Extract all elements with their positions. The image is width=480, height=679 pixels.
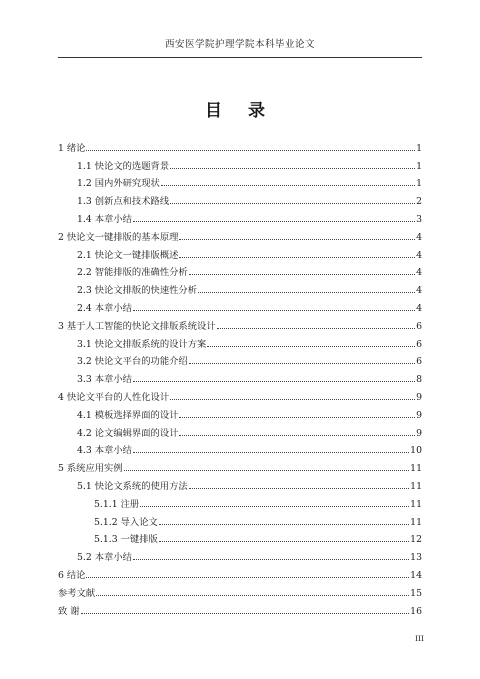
page-number: III xyxy=(415,634,424,643)
header-rule xyxy=(58,57,422,58)
toc-entry-page: 6 xyxy=(416,338,422,350)
dot-leader xyxy=(207,346,415,347)
dot-leader xyxy=(133,381,415,382)
toc-entry-label: 1.2 国内外研究现状 xyxy=(77,178,160,190)
toc-entry[interactable] xyxy=(58,350,422,368)
toc-entry-label: 2.4 本章小结 xyxy=(77,302,132,314)
dot-leader xyxy=(81,613,410,614)
toc-entry-page: 9 xyxy=(416,427,422,439)
toc-entry-label: 1 绪论 xyxy=(58,142,86,154)
toc-entry-label: 5.1 快论文系统的使用方法 xyxy=(77,480,188,492)
dot-leader xyxy=(217,328,415,329)
toc-entry-label: 3 基于人工智能的快论文排版系统设计 xyxy=(58,320,216,332)
toc-entry[interactable] xyxy=(58,545,422,563)
toc-entry-page: 1 xyxy=(416,160,422,172)
toc-entry[interactable] xyxy=(58,136,422,154)
dot-leader xyxy=(170,399,415,400)
toc-entry[interactable] xyxy=(58,154,422,172)
dot-leader xyxy=(86,577,409,578)
toc-entry-page: 11 xyxy=(410,463,422,475)
toc-entry-label: 3.2 快论文平台的功能介绍 xyxy=(77,356,188,368)
toc-entry[interactable] xyxy=(58,296,422,314)
toc-entry-label: 参考文献 xyxy=(58,587,96,599)
toc-entry-label: 5.1.2 导入论文 xyxy=(94,516,158,528)
toc-entry[interactable] xyxy=(58,189,422,207)
dot-leader xyxy=(161,185,415,186)
toc-entry-label: 致 谢 xyxy=(58,605,80,617)
toc-entry[interactable] xyxy=(58,581,422,599)
toc-entry[interactable] xyxy=(58,243,422,261)
toc-entry[interactable] xyxy=(58,528,422,546)
dot-leader xyxy=(140,506,409,507)
toc-entry-label: 4 快论文平台的人性化设计 xyxy=(58,391,170,403)
toc-entry-label: 3.3 本章小结 xyxy=(77,374,132,386)
toc-entry[interactable] xyxy=(58,261,422,279)
dot-leader xyxy=(133,452,409,453)
table-of-contents xyxy=(58,136,422,617)
dot-leader xyxy=(124,470,410,471)
toc-entry-page: 11 xyxy=(410,480,422,492)
toc-entry-page: 11 xyxy=(410,498,422,510)
toc-entry-page: 9 xyxy=(416,391,422,403)
dot-leader xyxy=(170,203,415,204)
toc-entry-page: 1 xyxy=(416,142,422,154)
toc-entry-page: 9 xyxy=(416,409,422,421)
toc-entry-label: 4.1 模板选择界面的设计 xyxy=(77,409,179,421)
dot-leader xyxy=(133,310,415,311)
toc-entry[interactable] xyxy=(58,172,422,190)
toc-entry-page: 4 xyxy=(416,267,422,279)
toc-entry-page: 11 xyxy=(410,516,422,528)
toc-entry-page: 4 xyxy=(416,231,422,243)
dot-leader xyxy=(179,239,415,240)
dot-leader xyxy=(189,363,415,364)
toc-entry-page: 14 xyxy=(410,569,422,581)
toc-entry[interactable] xyxy=(58,207,422,225)
toc-entry-page: 10 xyxy=(410,445,422,457)
toc-entry-label: 1.1 快论文的选题背景 xyxy=(77,160,170,172)
toc-title: 目 录 xyxy=(205,101,275,121)
toc-entry-label: 3.1 快论文排版系统的设计方案 xyxy=(77,338,207,350)
dot-leader xyxy=(198,292,415,293)
toc-entry-page: 4 xyxy=(416,249,422,261)
toc-entry[interactable] xyxy=(58,563,422,581)
toc-entry[interactable] xyxy=(58,225,422,243)
toc-entry-page: 3 xyxy=(416,213,422,225)
toc-entry[interactable] xyxy=(58,456,422,474)
toc-entry[interactable] xyxy=(58,439,422,457)
toc-entry-page: 15 xyxy=(410,587,422,599)
dot-leader xyxy=(170,168,415,169)
toc-entry[interactable] xyxy=(58,474,422,492)
dot-leader xyxy=(159,524,409,525)
toc-entry[interactable] xyxy=(58,314,422,332)
toc-entry-page: 1 xyxy=(416,178,422,190)
dot-leader xyxy=(86,150,415,151)
toc-entry-page: 4 xyxy=(416,302,422,314)
toc-entry-label: 2.3 快论文排版的快速性分析 xyxy=(77,285,198,297)
dot-leader xyxy=(159,541,409,542)
toc-entry-page: 6 xyxy=(416,356,422,368)
toc-entry-label: 5.2 本章小结 xyxy=(77,552,132,564)
dot-leader xyxy=(133,559,409,560)
toc-entry-label: 5.1.1 注册 xyxy=(94,498,140,510)
toc-entry-label: 6 结论 xyxy=(58,569,86,581)
toc-entry[interactable] xyxy=(58,421,422,439)
toc-entry-label: 4.3 本章小结 xyxy=(77,445,132,457)
toc-entry-page: 12 xyxy=(410,534,422,546)
toc-entry-page: 4 xyxy=(416,285,422,297)
toc-entry-label: 1.4 本章小结 xyxy=(77,213,132,225)
toc-entry-label: 5 系统应用实例 xyxy=(58,463,123,475)
toc-entry-label: 5.1.3 一键排版 xyxy=(94,534,158,546)
dot-leader xyxy=(189,274,415,275)
toc-entry-label: 4.2 论文编辑界面的设计 xyxy=(77,427,179,439)
toc-entry[interactable] xyxy=(58,332,422,350)
toc-entry-label: 2 快论文一键排版的基本原理 xyxy=(58,231,179,243)
dot-leader xyxy=(179,257,415,258)
toc-entry[interactable] xyxy=(58,510,422,528)
dot-leader xyxy=(179,435,415,436)
toc-entry-page: 2 xyxy=(416,196,422,208)
toc-entry[interactable] xyxy=(58,278,422,296)
toc-entry-page: 8 xyxy=(416,374,422,386)
dot-leader xyxy=(133,221,415,222)
toc-entry-label: 1.3 创新点和技术路线 xyxy=(77,196,170,208)
toc-entry-label: 2.2 智能排版的准确性分析 xyxy=(77,267,188,279)
toc-entry[interactable] xyxy=(58,367,422,385)
toc-entry[interactable] xyxy=(58,599,422,617)
dot-leader xyxy=(189,488,409,489)
toc-entry[interactable] xyxy=(58,385,422,403)
dot-leader xyxy=(96,595,409,596)
running-header: 西安医学院护理学院本科毕业论文 xyxy=(164,39,315,50)
toc-entry[interactable] xyxy=(58,492,422,510)
toc-entry-page: 16 xyxy=(410,605,422,617)
toc-entry-page: 13 xyxy=(410,552,422,564)
dot-leader xyxy=(179,417,415,418)
toc-entry-page: 6 xyxy=(416,320,422,332)
toc-entry-label: 2.1 快论文一键排版概述 xyxy=(77,249,179,261)
toc-entry[interactable] xyxy=(58,403,422,421)
